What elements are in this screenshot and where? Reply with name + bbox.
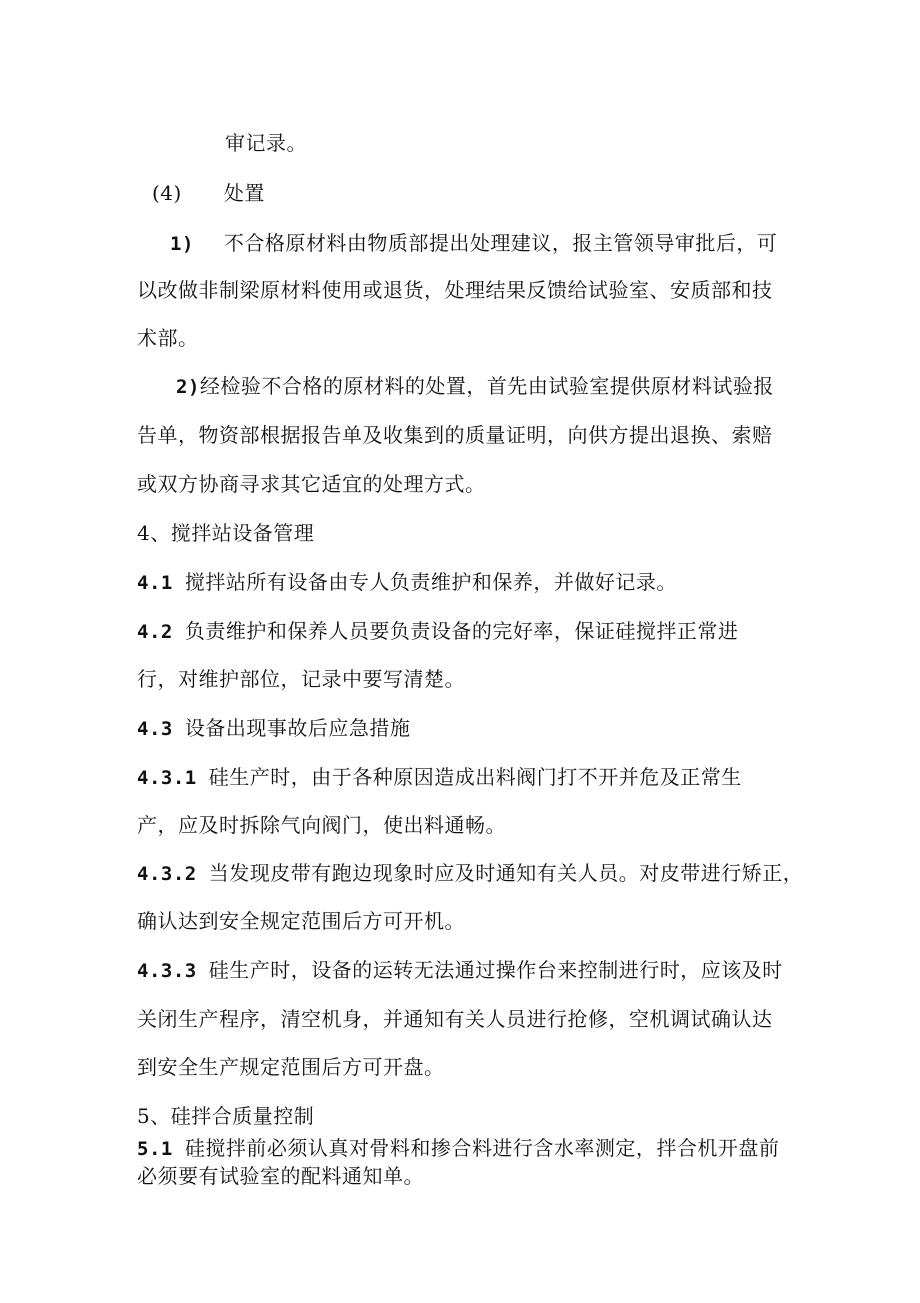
text-line — [137, 423, 773, 447]
text-line — [137, 958, 783, 983]
item-number: (4) — [152, 181, 182, 205]
line-text: 行，对维护部位，记录中要写清楚。 — [137, 667, 465, 691]
line-text: 关闭生产程序，清空机身，并通知有关人员进行抢修，空机调试确认达 — [137, 1007, 773, 1031]
line-text: 术部。 — [137, 326, 199, 350]
line-text: 必须要有试验室的配料通知单。 — [137, 1164, 424, 1188]
line-text: 负责维护和保养人员要负责设备的完好率，保证硅搅拌正常进 — [184, 619, 739, 643]
item-heading: 处置 — [223, 181, 265, 205]
line-text: 告单，物资部根据报告单及收集到的质量证明，向供方提出退换、索赔 — [137, 423, 773, 447]
item-number: 2) — [176, 376, 200, 398]
text-line — [137, 813, 506, 837]
text-line — [137, 1055, 445, 1079]
line-text: 硅生产时，由于各种原因造成出料阀门打不开并危及正常生 — [208, 765, 742, 789]
item-number: 5.1 — [137, 1138, 173, 1160]
text-line — [137, 619, 738, 644]
text-line — [137, 1164, 424, 1188]
item-number: 1) — [170, 233, 194, 255]
line-text: 经检验不合格的原材料的处置，首先由试验室提供原材料试验报 — [199, 374, 774, 398]
line-text: 搅拌站所有设备由专人负责维护和保养，并做好记录。 — [184, 570, 677, 594]
section-heading — [137, 521, 314, 545]
text-line — [137, 326, 199, 350]
text-line — [137, 667, 465, 691]
line-text: 以改做非制梁原材料使用或退货，处理结果反馈给试验室、安质部和技 — [137, 278, 773, 302]
section-title: 5、硅拌合质量控制 — [137, 1104, 315, 1128]
text-line — [137, 716, 410, 741]
text-line — [176, 374, 774, 399]
text-line — [137, 909, 465, 933]
section-title: 4、搅拌站设备管理 — [137, 521, 315, 545]
text-line — [137, 765, 742, 790]
text-line — [137, 570, 677, 595]
item-number: 4.3.3 — [137, 960, 197, 982]
section-heading — [137, 1104, 314, 1128]
text-line — [137, 1136, 779, 1161]
line-text: 确认达到安全规定范围后方可开机。 — [137, 909, 465, 933]
line-text: 或双方协商寻求其它适宜的处理方式。 — [137, 472, 486, 496]
line-text: 到安全生产规定范围后方可开盘。 — [137, 1055, 445, 1079]
line-text: 硅搅拌前必须认真对骨料和掺合料进行含水率测定，拌合机开盘前 — [184, 1136, 780, 1160]
item-number: 4.3.2 — [137, 863, 197, 885]
text-line — [137, 472, 486, 496]
line-text: 硅生产时，设备的运转无法通过操作台来控制进行时，应该及时 — [208, 958, 783, 982]
text-line — [137, 1007, 773, 1031]
text-line — [225, 131, 307, 155]
line-text: 设备出现事故后应急措施 — [184, 716, 411, 740]
item-number: 4.3 — [137, 718, 173, 740]
line-text: 产，应及时拆除气向阀门，使出料通畅。 — [137, 813, 506, 837]
line-text: 不合格原材料由物质部提出处理建议，报主管领导审批后，可 — [223, 231, 778, 255]
text-line — [137, 861, 803, 886]
item-number: 4.1 — [137, 572, 173, 594]
text-line — [137, 278, 773, 302]
line-text: 当发现皮带有跑边现象时应及时通知有关人员。对皮带进行矫正， — [208, 861, 804, 885]
item-number: 4.2 — [137, 621, 173, 643]
item-number: 4.3.1 — [137, 767, 197, 789]
line-text: 审记录。 — [225, 131, 307, 155]
text-line — [170, 231, 777, 256]
heading-item-4 — [152, 181, 265, 205]
